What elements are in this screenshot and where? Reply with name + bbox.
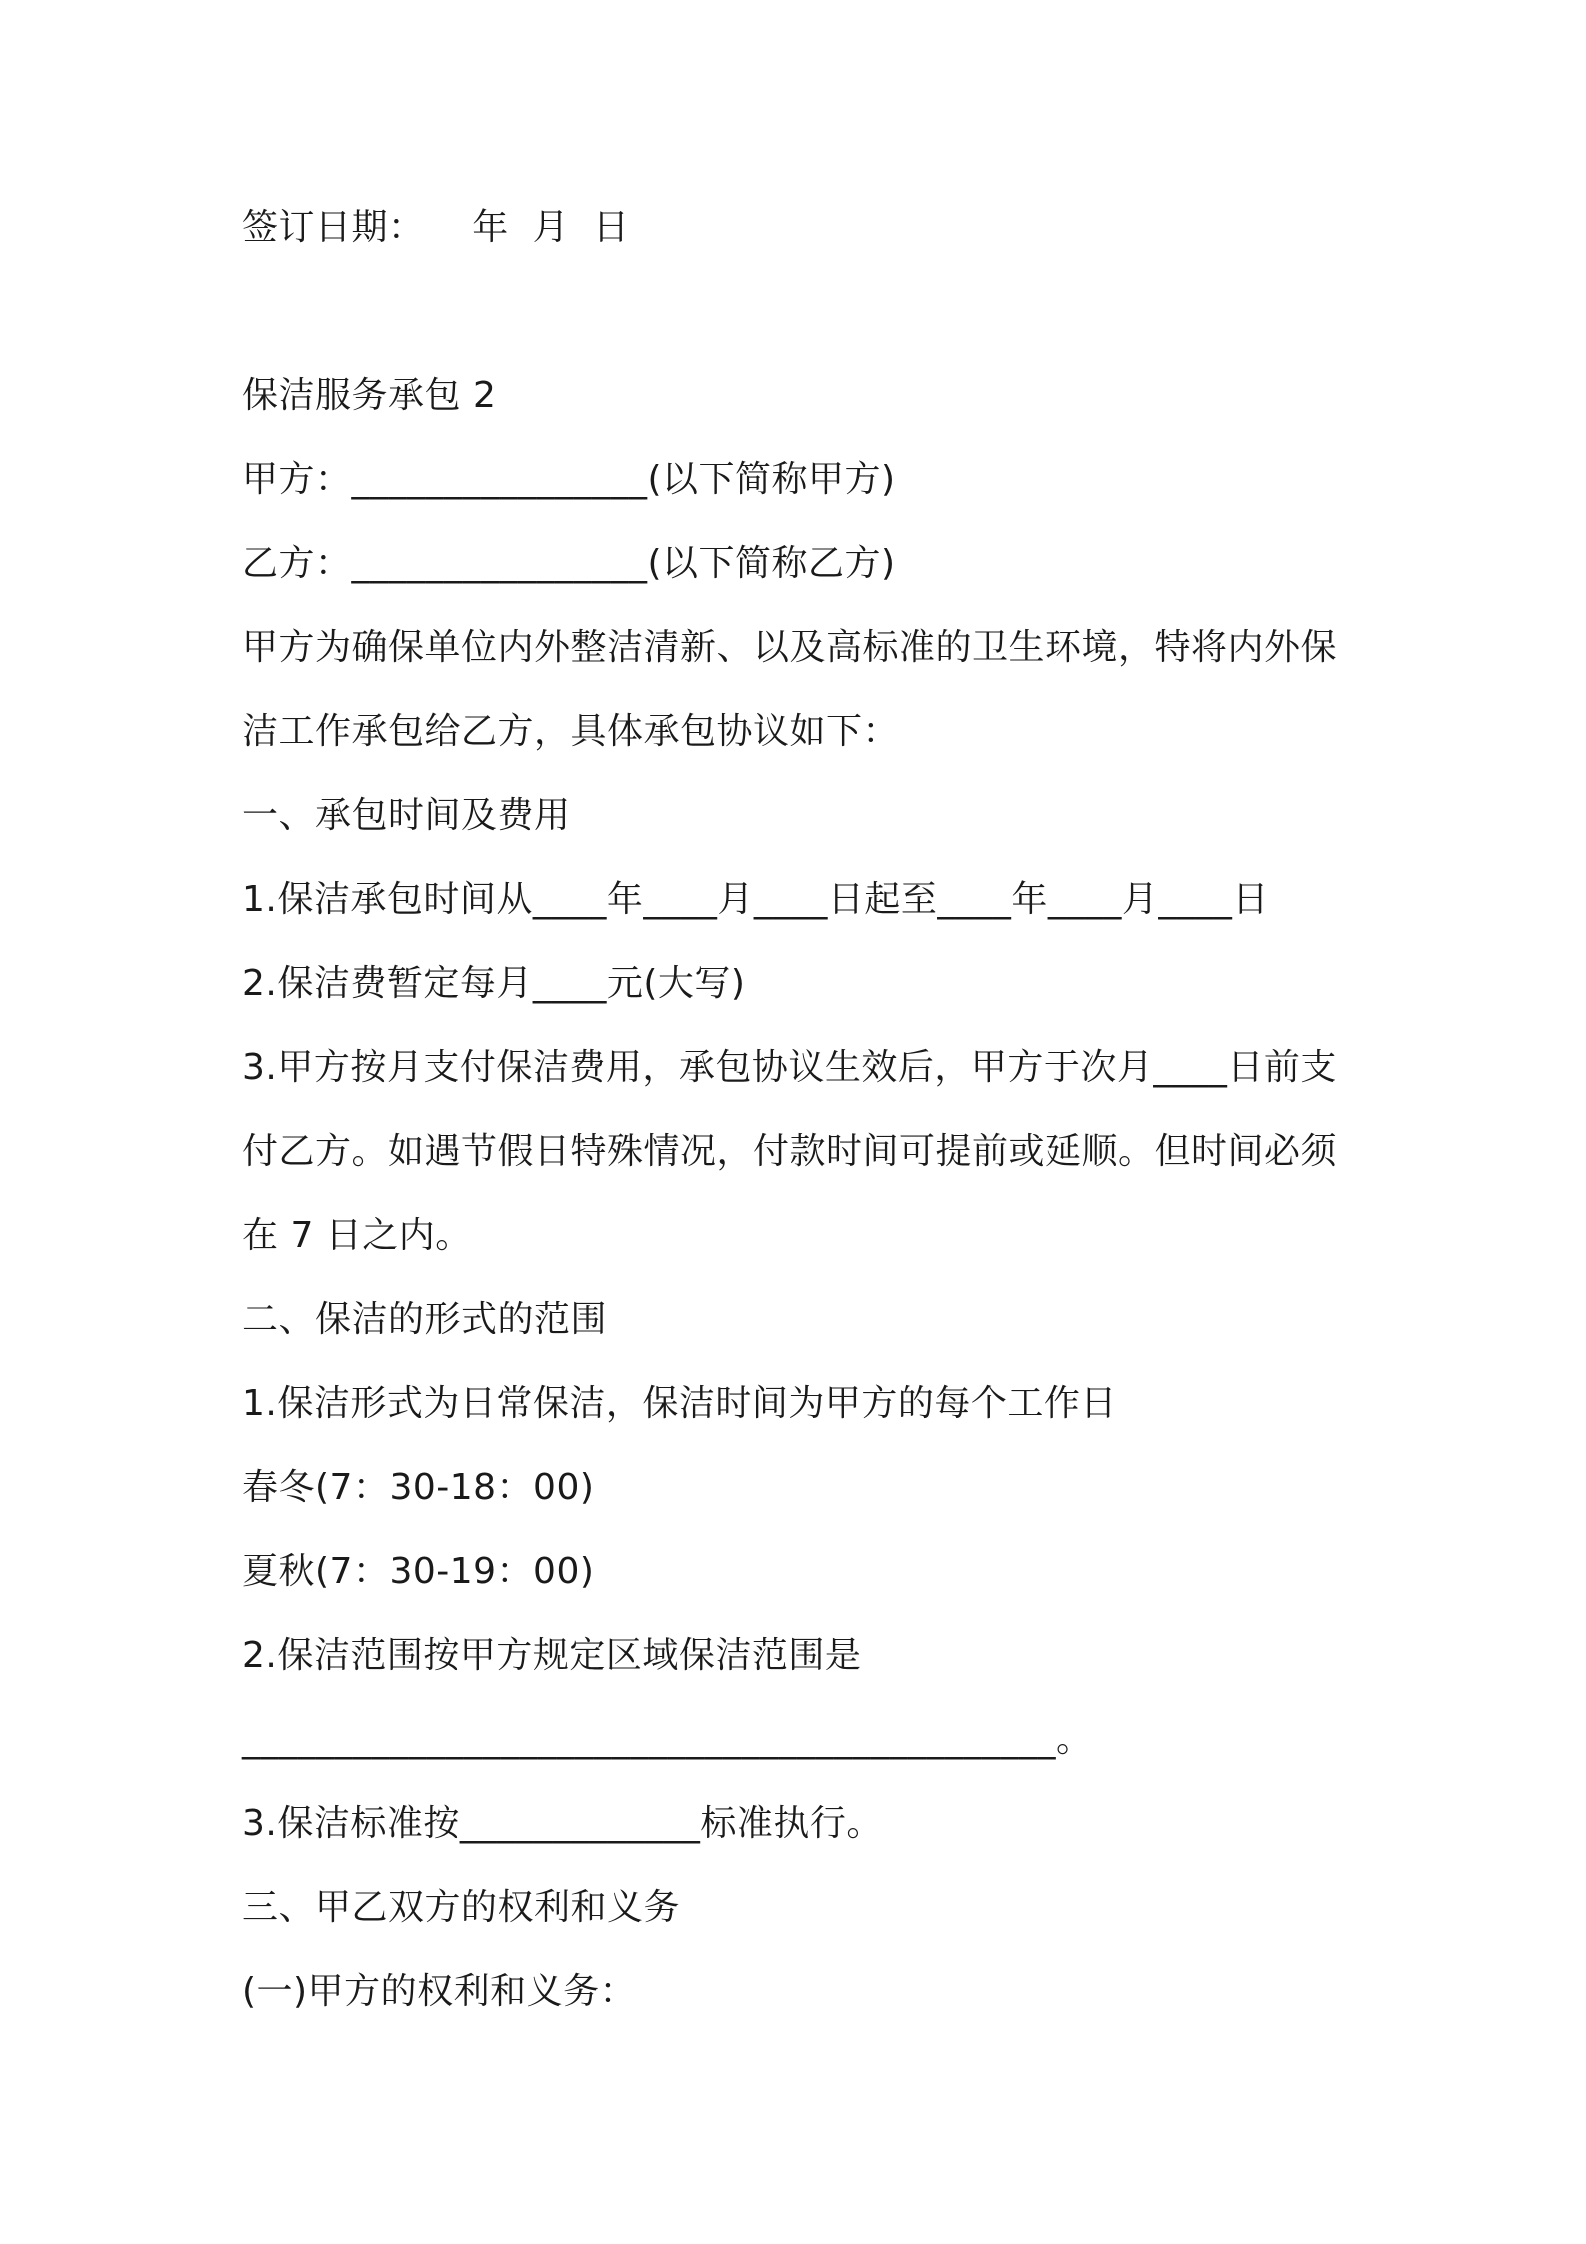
hours-spring-winter: 春冬(7：30-18：00) [242, 1467, 595, 1508]
signing-date: 签订日期： 年 月 日 [242, 207, 630, 248]
section-heading-2: 二、保洁的形式的范围 [242, 1299, 608, 1340]
clause-1-2: 2.保洁费暂定每月____元(大写) [242, 963, 746, 1004]
clause-2-3: 3.保洁标准按_____________标准执行。 [242, 1803, 883, 1844]
party-b-line: 乙方：________________(以下简称乙方) [242, 543, 896, 584]
clause-1-3-line-3: 在 7 日之内。 [242, 1215, 472, 1256]
clause-1-1: 1.保洁承包时间从____年____月____日起至____年____月____日 [242, 879, 1269, 920]
section-heading-3: 三、甲乙双方的权利和义务 [242, 1887, 681, 1928]
intro-paragraph-line-2: 洁工作承包给乙方，具体承包协议如下： [242, 711, 900, 752]
clause-2-2-blank: ____________________________________________。 [242, 1719, 1093, 1760]
clause-1-3-line-2: 付乙方。如遇节假日特殊情况，付款时间可提前或延顺。但时间必须 [242, 1131, 1338, 1172]
clause-1-3-line-1: 3.甲方按月支付保洁费用，承包协议生效后，甲方于次月____日前支 [242, 1047, 1337, 1088]
party-a-line: 甲方：________________(以下简称甲方) [242, 459, 896, 500]
intro-paragraph-line-1: 甲方为确保单位内外整洁清新、以及高标准的卫生环境，特将内外保 [242, 627, 1338, 668]
hours-summer-autumn: 夏秋(7：30-19：00) [242, 1551, 595, 1592]
document-title: 保洁服务承包 2 [242, 375, 497, 416]
clause-2-2: 2.保洁范围按甲方规定区域保洁范围是 [242, 1635, 862, 1676]
section-heading-1: 一、承包时间及费用 [242, 795, 571, 836]
clause-2-1: 1.保洁形式为日常保洁，保洁时间为甲方的每个工作日 [242, 1383, 1117, 1424]
subsection-heading-3-1: (一)甲方的权利和义务： [242, 1971, 637, 2012]
